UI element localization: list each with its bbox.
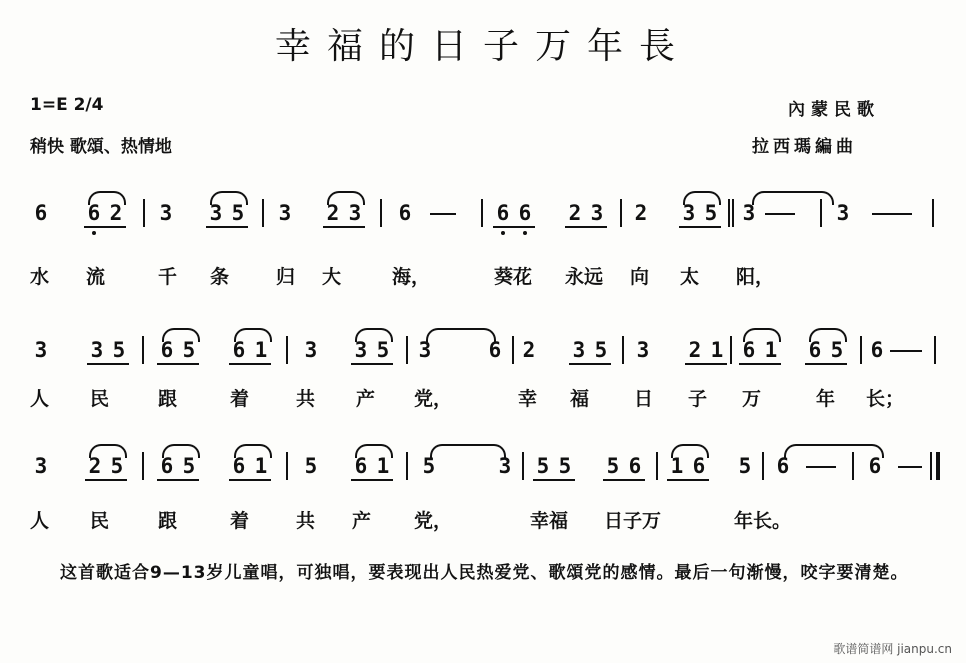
note: 3 [836,201,850,225]
site-watermark: 歌谱简谱网 jianpu.cn [833,642,952,656]
notation-line-2 [0,322,966,382]
note: 3 [304,338,318,362]
lyric: 长； [866,388,905,410]
lyric: 跟 [158,510,178,532]
lyric: 永远 [565,266,604,288]
tempo-marking: 稍快 歌頌、热情地 [30,137,172,157]
lyric: 向 [630,266,650,288]
note: 3 [278,201,292,225]
note: 3 [498,454,512,478]
performance-note: 这首歌适合9—13岁儿童唱，可独唱，要表现出人民热爱党、歌頌党的感情。最后一句渐慢，咬字要清楚。 [60,563,909,583]
lyric: 阳， [736,266,775,288]
lyric: 产 [352,510,372,532]
note: 6 [232,338,246,362]
note: 5 [594,338,608,362]
lyric: 着 [230,510,250,532]
lyric: 跟 [158,388,178,410]
lyric: 共 [296,510,316,532]
note: 5 [182,454,196,478]
note: 2 [688,338,702,362]
notation-line-3 [0,438,966,498]
note: 6 [398,201,412,225]
note: 3 [418,338,432,362]
note: 1 [254,338,268,362]
note: 5 [182,338,196,362]
lyrics-line-1 [0,262,966,292]
lyric: 着 [230,388,250,410]
lyric: 归 [276,266,296,288]
note: 1 [670,454,684,478]
note: 5 [830,338,844,362]
lyric: 大 [322,266,342,288]
note: 5 [376,338,390,362]
note: 3 [354,338,368,362]
lyric: 人 [30,510,50,532]
note: 6 [87,201,101,225]
note: 5 [606,454,620,478]
note: 6 [628,454,642,478]
note: 5 [704,201,718,225]
lyric: 太 [680,266,700,288]
note: 3 [34,454,48,478]
note: 5 [536,454,550,478]
note: 6 [692,454,706,478]
lyric: 幸福 [530,510,569,532]
note: 2 [522,338,536,362]
note: 1 [764,338,778,362]
note: 3 [348,201,362,225]
note: 3 [572,338,586,362]
lyric: 民 [90,388,110,410]
notation-line-1 [0,185,966,245]
folk-song-credit: 內蒙民歌 [788,100,880,120]
note: 6 [742,338,756,362]
lyric: 产 [356,388,376,410]
note: 3 [90,338,104,362]
note: 3 [159,201,173,225]
note: 6 [488,338,502,362]
lyric: 人 [30,388,50,410]
note: 3 [742,201,756,225]
note: 2 [634,201,648,225]
lyric: 福 [570,388,590,410]
note: 6 [494,201,512,225]
note: 3 [209,201,223,225]
lyric: 条 [210,266,230,288]
song-title: 幸福的日子万年長 [274,26,691,67]
lyric: 千 [158,266,178,288]
note: 2 [568,201,582,225]
lyric: 共 [296,388,316,410]
lyric: 党， [414,388,453,410]
note: 5 [231,201,245,225]
lyric: 民 [90,510,110,532]
lyric: 日子万 [604,510,662,532]
note: 1 [254,454,268,478]
note: 6 [870,338,884,362]
note: 6 [160,454,174,478]
note: 2 [326,201,340,225]
note: 6 [776,454,790,478]
note: 6 [516,201,534,225]
lyrics-line-2 [0,384,966,414]
note: 6 [232,454,246,478]
note: 3 [34,338,48,362]
note: 3 [590,201,604,225]
lyric: 海， [392,266,431,288]
key-signature: 1=E 2/4 [30,95,104,115]
note: 6 [354,454,368,478]
note: 3 [636,338,650,362]
lyric: 子 [688,388,708,410]
lyric: 葵花 [494,266,533,288]
note: 5 [738,454,752,478]
note: 6 [808,338,822,362]
note: 2 [109,201,123,225]
arranger-credit: 拉西瑪編曲 [752,137,857,157]
lyric: 党， [414,510,453,532]
lyric: 万 [742,388,762,410]
note: 5 [112,338,126,362]
lyric: 流 [86,266,106,288]
lyric: 年 [816,388,836,410]
note: 1 [376,454,390,478]
note: 3 [682,201,696,225]
note: 6 [34,201,48,225]
lyric: 幸 [518,388,538,410]
lyric: 日 [634,388,654,410]
lyric: 水 [30,266,50,288]
note: 5 [110,454,124,478]
note: 6 [868,454,882,478]
note: 2 [88,454,102,478]
lyric: 年长。 [734,510,792,532]
note: 5 [422,454,436,478]
note: 1 [710,338,724,362]
lyrics-line-3 [0,506,966,536]
note: 5 [304,454,318,478]
note: 6 [160,338,174,362]
note: 5 [558,454,572,478]
